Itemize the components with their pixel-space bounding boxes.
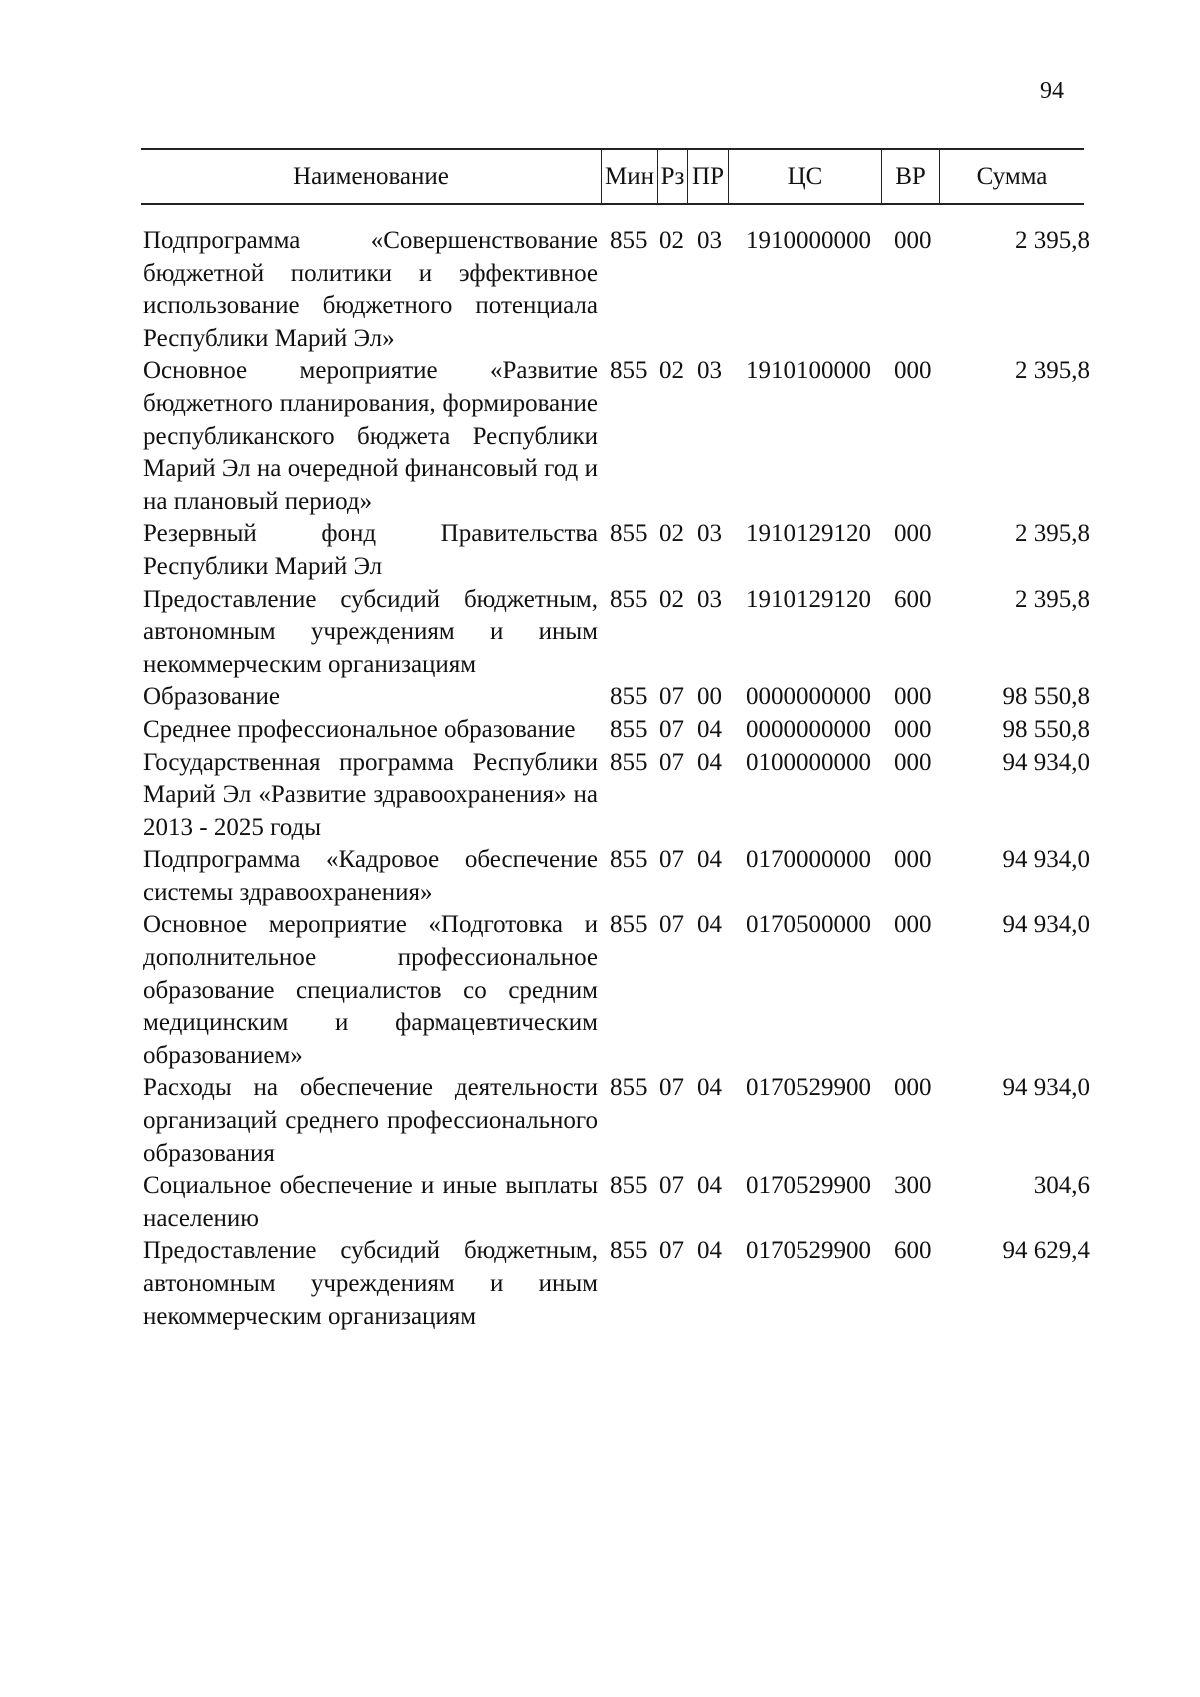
row-rz: 07 [659,1074,684,1102]
table-row [143,1235,1093,1333]
row-rz: 02 [659,520,684,548]
row-vr: 000 [894,846,932,874]
row-vr: 000 [894,227,932,254]
row-cs: 1910129120 [746,585,871,613]
row-rz: 02 [659,227,684,254]
row-min: 855 [610,357,648,385]
row-sum: 2 395,8 [1015,227,1090,254]
row-rz: 02 [659,357,684,385]
row-min: 855 [610,520,648,548]
row-name: Среднее профессиональное образование [143,715,576,743]
row-pr: 04 [697,1172,722,1200]
row-cs: 0170529900 [746,1237,871,1265]
row-vr: 000 [894,520,932,548]
row-min: 855 [610,715,648,743]
header-rz: Рз [657,150,687,203]
row-cs: 1910100000 [746,357,871,385]
header-sum: Сумма [939,150,1084,203]
row-pr: 04 [697,748,722,776]
row-sum: 304,6 [1033,1172,1090,1200]
row-sum: 2 395,8 [1015,585,1090,613]
row-name: Расходы на обеспечение деятельности организаций среднего профессионального образования [143,1074,598,1167]
row-name: Государственная программа Республики Марий Эл «Развитие здравоохранения» на 2013 - 2025 годы [143,748,598,841]
table-row [143,681,1093,714]
row-cs: 0000000000 [746,715,871,743]
row-pr: 04 [697,911,722,939]
row-min: 855 [610,1074,648,1102]
row-vr: 000 [894,911,932,939]
row-rz: 07 [659,911,684,939]
row-name: Подпрограмма «Совершенствование бюджетной политики и эффективное использование бюджетного потенциала Республики Марий Эл» [143,227,598,352]
row-cs: 0170529900 [746,1172,871,1200]
table-row [143,1170,1093,1235]
row-vr: 300 [894,1172,932,1200]
row-cs: 0170500000 [746,911,871,939]
table-body [143,225,1093,1333]
row-pr: 03 [697,357,722,385]
row-sum: 98 550,8 [1002,683,1090,711]
row-pr: 03 [697,227,722,254]
header-name: Наименование [293,162,449,190]
row-min: 855 [610,1237,648,1265]
row-pr: 04 [697,846,722,874]
table-row [143,225,1093,355]
row-cs: 0000000000 [746,683,871,711]
row-sum: 94 934,0 [1002,1074,1090,1102]
row-pr: 04 [697,1237,722,1265]
row-vr: 000 [894,357,932,385]
row-pr: 00 [697,683,722,711]
table-row [143,1072,1093,1170]
row-cs: 1910129120 [746,520,871,548]
row-name: Основное мероприятие «Подготовка и дополнительное профессиональное образование специалистов со средним медицинским и фармацевтическим образованием» [143,911,598,1069]
row-cs: 0170000000 [746,846,871,874]
row-pr: 03 [697,585,722,613]
row-min: 855 [610,585,648,613]
row-min: 855 [610,911,648,939]
header-min: Мин [601,150,657,203]
row-rz: 02 [659,585,684,613]
table-row [143,747,1093,845]
row-min: 855 [610,683,648,711]
row-rz: 07 [659,846,684,874]
row-vr: 600 [894,1237,932,1265]
row-name: Резервный фонд Правительства Республики Марий Эл [143,520,598,580]
row-vr: 000 [894,715,932,743]
table-row [143,584,1093,682]
header-pr: ПР [687,150,728,203]
table-row [143,844,1093,909]
row-cs: 1910000000 [746,227,871,254]
row-sum: 94 934,0 [1002,748,1090,776]
header-vr: ВР [881,150,939,203]
row-name: Предоставление субсидий бюджетным, автономным учреждениям и иным некоммерческим организациям [143,585,598,678]
row-pr: 04 [697,715,722,743]
page-number: 94 [1040,78,1064,104]
row-vr: 000 [894,1074,932,1102]
row-vr: 000 [894,683,932,711]
row-pr: 03 [697,520,722,548]
table-row [143,714,1093,747]
row-rz: 07 [659,715,684,743]
row-cs: 0170529900 [746,1074,871,1102]
row-name: Образование [143,683,281,711]
row-min: 855 [610,1172,648,1200]
row-vr: 000 [894,748,932,776]
table-header [141,148,1084,205]
row-rz: 07 [659,748,684,776]
row-rz: 07 [659,1237,684,1265]
row-sum: 2 395,8 [1015,520,1090,548]
row-pr: 04 [697,1074,722,1102]
header-cs: ЦС [728,150,881,203]
row-rz: 07 [659,683,684,711]
row-cs: 0100000000 [746,748,871,776]
row-sum: 94 934,0 [1002,846,1090,874]
row-sum: 98 550,8 [1002,715,1090,743]
row-name: Социальное обеспечение и иные выплаты населению [143,1172,598,1232]
row-name: Предоставление субсидий бюджетным, автономным учреждениям и иным некоммерческим организациям [143,1237,598,1330]
row-min: 855 [610,846,648,874]
table-row [143,355,1093,518]
row-min: 855 [610,748,648,776]
row-sum: 94 629,4 [1002,1237,1090,1265]
row-name: Основное мероприятие «Развитие бюджетного планирования, формирование республиканского бюджета Республики Марий Эл на очередной финансовый год и на плановый период» [143,357,598,515]
row-sum: 2 395,8 [1015,357,1090,385]
table-row [143,909,1093,1072]
row-rz: 07 [659,1172,684,1200]
table-row [143,518,1093,583]
row-sum: 94 934,0 [1002,911,1090,939]
row-name: Подпрограмма «Кадровое обеспечение системы здравоохранения» [143,846,598,906]
row-min: 855 [610,227,648,254]
row-vr: 600 [894,585,932,613]
